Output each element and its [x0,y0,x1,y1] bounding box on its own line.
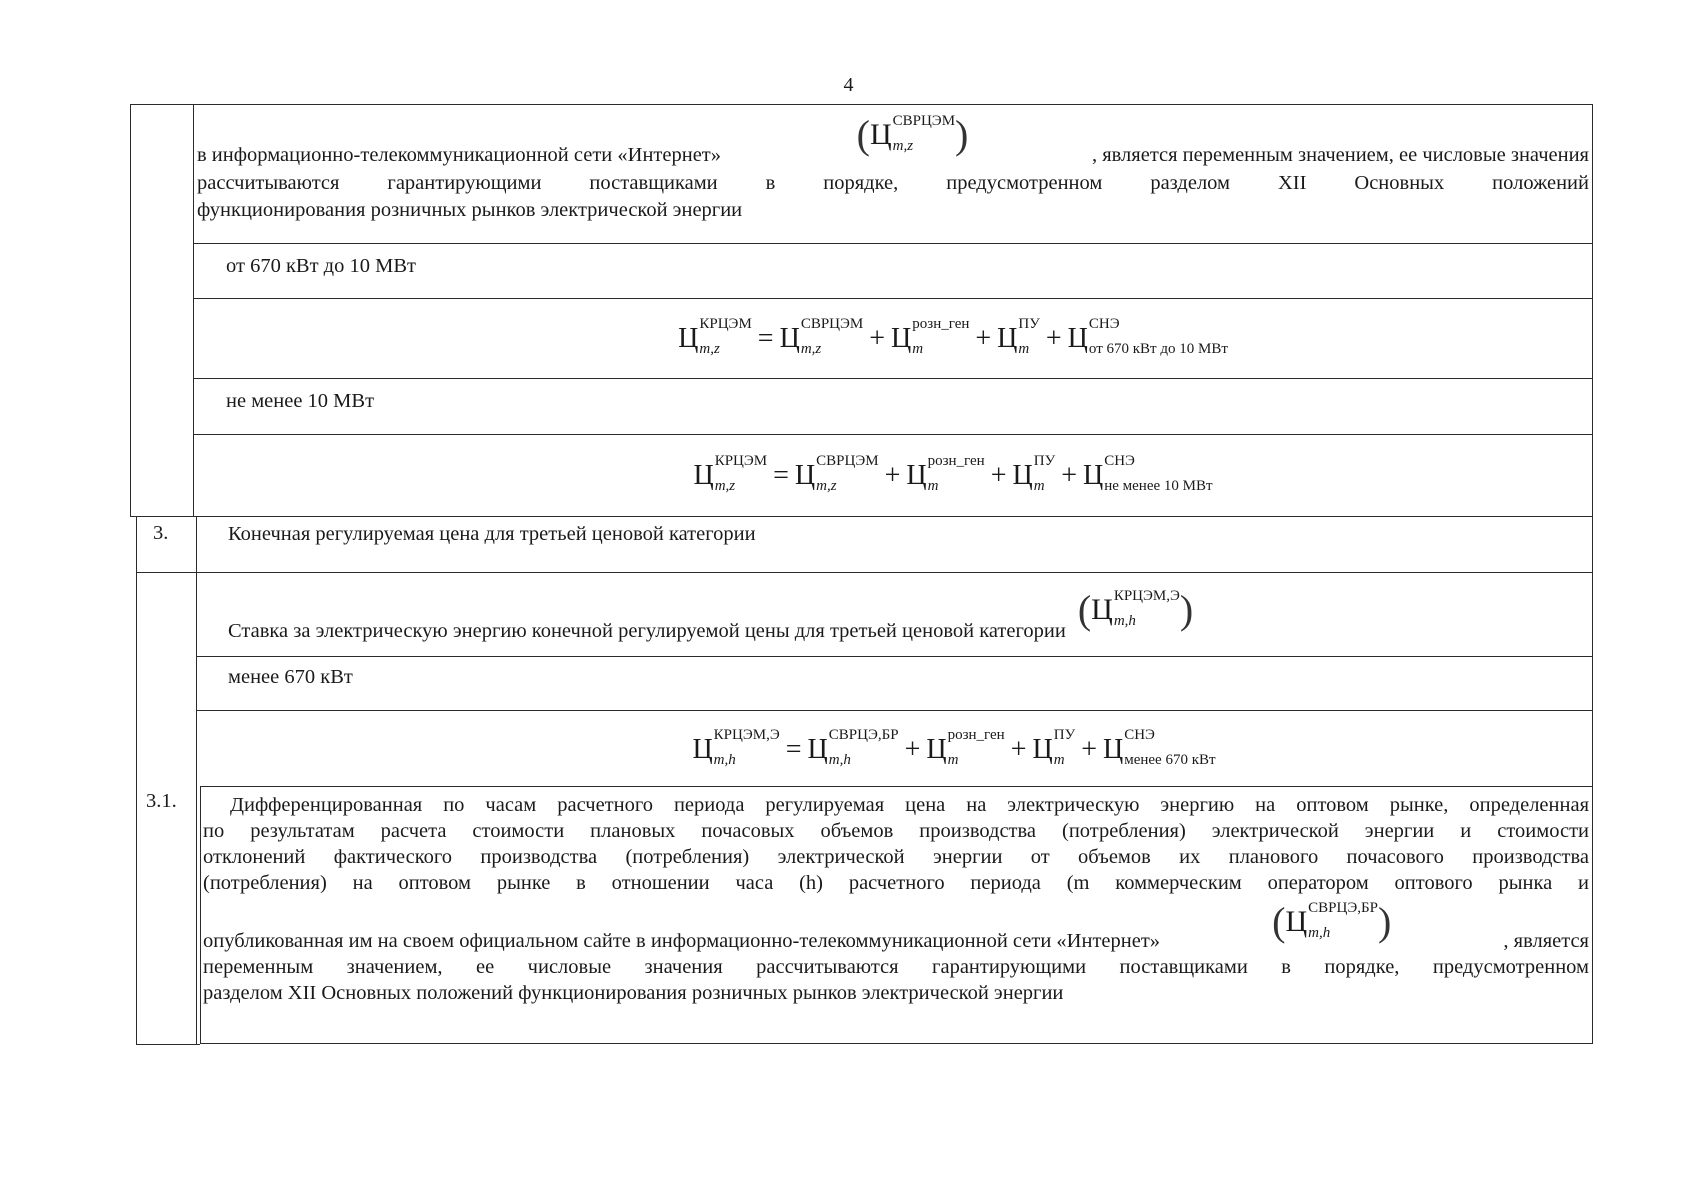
block1-line1-text: в информационно-телекоммуникационной сети «Интернет» [197,144,722,166]
row-divider [193,516,1593,517]
para-line-7: разделом XII Основных положений функционирования розничных рынков электрической энергии [203,982,1064,1004]
formula-3 [196,710,1592,788]
para-line-2: по результатам расчета стоимости плановых почасовых объемов производства (потребления) электрической энергии и стоимости [203,820,1589,842]
close-paren: ) [1179,587,1194,632]
table-left-border [130,104,131,516]
term-main: Ц [779,323,800,354]
section31-number: 3.1. [146,790,177,812]
svrcem-symbol [856,112,969,157]
row-divider [196,656,1592,657]
plus-sign: + [990,460,1007,491]
lhs-sub: m,z [714,478,736,494]
symbol-sup: СВРЦЭМ [892,113,956,129]
wholesale-paragraph [203,792,1589,1006]
plus-sign: + [1010,734,1027,765]
table-top-border [130,104,193,105]
term-main: Ц [678,323,699,354]
open-paren: ( [1272,899,1286,944]
term1-sub: m,z [816,478,837,494]
rate-row [228,578,1588,654]
plus-sign: + [975,323,992,354]
para-line-3: отклонений фактического производства (потребления) электрической энергии от объемов их планового почасового производства [203,846,1589,868]
formula-1 [193,298,1593,378]
term2-sub: m [927,478,939,494]
symbol-sub: m,h [1113,613,1136,629]
term2-sup: розн_ген [927,453,985,469]
symbol-sup: СВРЦЭ,БР [1308,900,1378,916]
symbol-main: Ц [1091,593,1113,626]
term3-sub: m [1018,341,1030,357]
symbol-sub: m,z [892,138,914,154]
section3-number: 3. [153,522,169,544]
symbol-sub: m,h [1308,925,1331,941]
term-main: Ц [1067,323,1088,354]
term-main: Ц [1032,734,1053,765]
krcem-e-symbol [1077,587,1194,632]
symbol-sup: КРЦЭМ,Э [1113,588,1180,604]
term4-sub: менее 670 кВт [1124,752,1216,768]
label-670-10: от 670 кВт до 10 МВт [226,255,416,277]
equals-sign: = [773,460,789,491]
row-divider [193,378,1593,379]
block1-line1 [197,112,1589,168]
formula-2 [193,434,1593,516]
equals-sign: = [757,323,774,354]
block1-line2: рассчитываются гарантирующими поставщиками в порядке, предусмотренном разделом XII Основных положений [197,172,1589,194]
term4-sup: СНЭ [1124,727,1155,743]
term-main: Ц [1082,460,1104,491]
lhs-sup: КРЦЭМ [699,316,752,332]
term-main: Ц [1102,734,1124,765]
term1-sup: СВРЦЭМ [800,316,864,332]
term4-sub: от 670 кВт до 10 МВт [1088,341,1228,357]
label-less670: менее 670 кВт [228,666,353,688]
para-line-1: Дифференцированная по часам расчетного периода регулируемая цена на электрическую энергию на оптовом рынке, определенная [230,794,1589,816]
term3-sub: m [1033,478,1045,494]
term4-sup: СНЭ [1104,453,1135,469]
plus-sign: + [869,323,886,354]
term3-sup: ПУ [1053,727,1076,743]
term-main: Ц [1012,460,1033,491]
section3-row-top [130,516,196,517]
term1-sup: СВРЦЭМ [816,453,879,469]
term-main: Ц [794,460,816,491]
term3-sub: m [1053,752,1065,768]
term4-sub: не менее 10 МВт [1104,478,1213,494]
term4-sup: СНЭ [1088,316,1120,332]
section3-title: Конечная регулируемая цена для третьей ценовой категории [228,523,756,545]
term-main: Ц [807,734,828,765]
plus-sign: + [1061,460,1077,491]
svrce-br-symbol [1272,899,1392,944]
term1-sub: m,z [800,341,822,357]
term-main: Ц [926,734,947,765]
term1-sub: m,h [828,752,851,768]
para-line-6: переменным значением, ее числовые значения рассчитываются гарантирующими поставщиками в порядке, предусмотренном [203,956,1589,978]
plus-sign: + [1045,323,1062,354]
para-line-5 [203,896,1589,954]
term2-sub: m [947,752,959,768]
term-main: Ц [997,323,1018,354]
term3-sup: ПУ [1018,316,1040,332]
lhs-sup: КРЦЭМ [714,453,768,469]
term-main: Ц [906,460,927,491]
open-paren: ( [1077,587,1092,632]
lhs-sub: m,h [713,752,736,768]
block1-line3: функционирования розничных рынков электрической энергии [197,199,743,221]
para-symbol-tail: , является [1503,930,1589,952]
term1-sup: СВРЦЭ,БР [828,727,899,743]
para-symbol-line: опубликованная им на своем официальном сайте в информационно-телекоммуникационной сети «Интернет» [203,930,1161,952]
open-paren: ( [856,112,870,157]
term-main: Ц [693,460,714,491]
plus-sign: + [884,460,901,491]
section3-row-bottom [136,572,196,573]
term-main: Ц [692,734,713,765]
term2-sup: розн_ген [947,727,1005,743]
table-left-border-lower [136,516,137,1045]
page-number: 4 [843,74,854,96]
equals-sign: = [785,734,802,765]
symbol-main: Ц [1285,905,1308,938]
term2-sub: m [912,341,924,357]
term3-sup: ПУ [1033,453,1056,469]
lhs-sub: m,z [699,341,720,357]
para-line-4: (потребления) на оптовом рынке в отношении часа (h) расчетного периода (m коммерческим оператором оптового рынка и [203,872,1589,894]
plus-sign: + [1081,734,1097,765]
label-10plus: не менее 10 МВт [226,390,375,412]
term2-sup: розн_ген [912,316,970,332]
lhs-sup: КРЦЭМ,Э [713,727,780,743]
term-main: Ц [891,323,912,354]
table-bottom-border [136,1044,200,1045]
block1-line1-tail: , является переменным значением, ее числовые значения [1091,144,1589,166]
symbol-main: Ц [869,118,892,151]
rate-text: Ставка за электрическую энергию конечной регулируемой цены для третьей ценовой категории [228,620,1066,642]
close-paren: ) [1377,899,1392,944]
row-divider [196,572,1592,573]
close-paren: ) [955,112,969,157]
plus-sign: + [904,734,921,765]
